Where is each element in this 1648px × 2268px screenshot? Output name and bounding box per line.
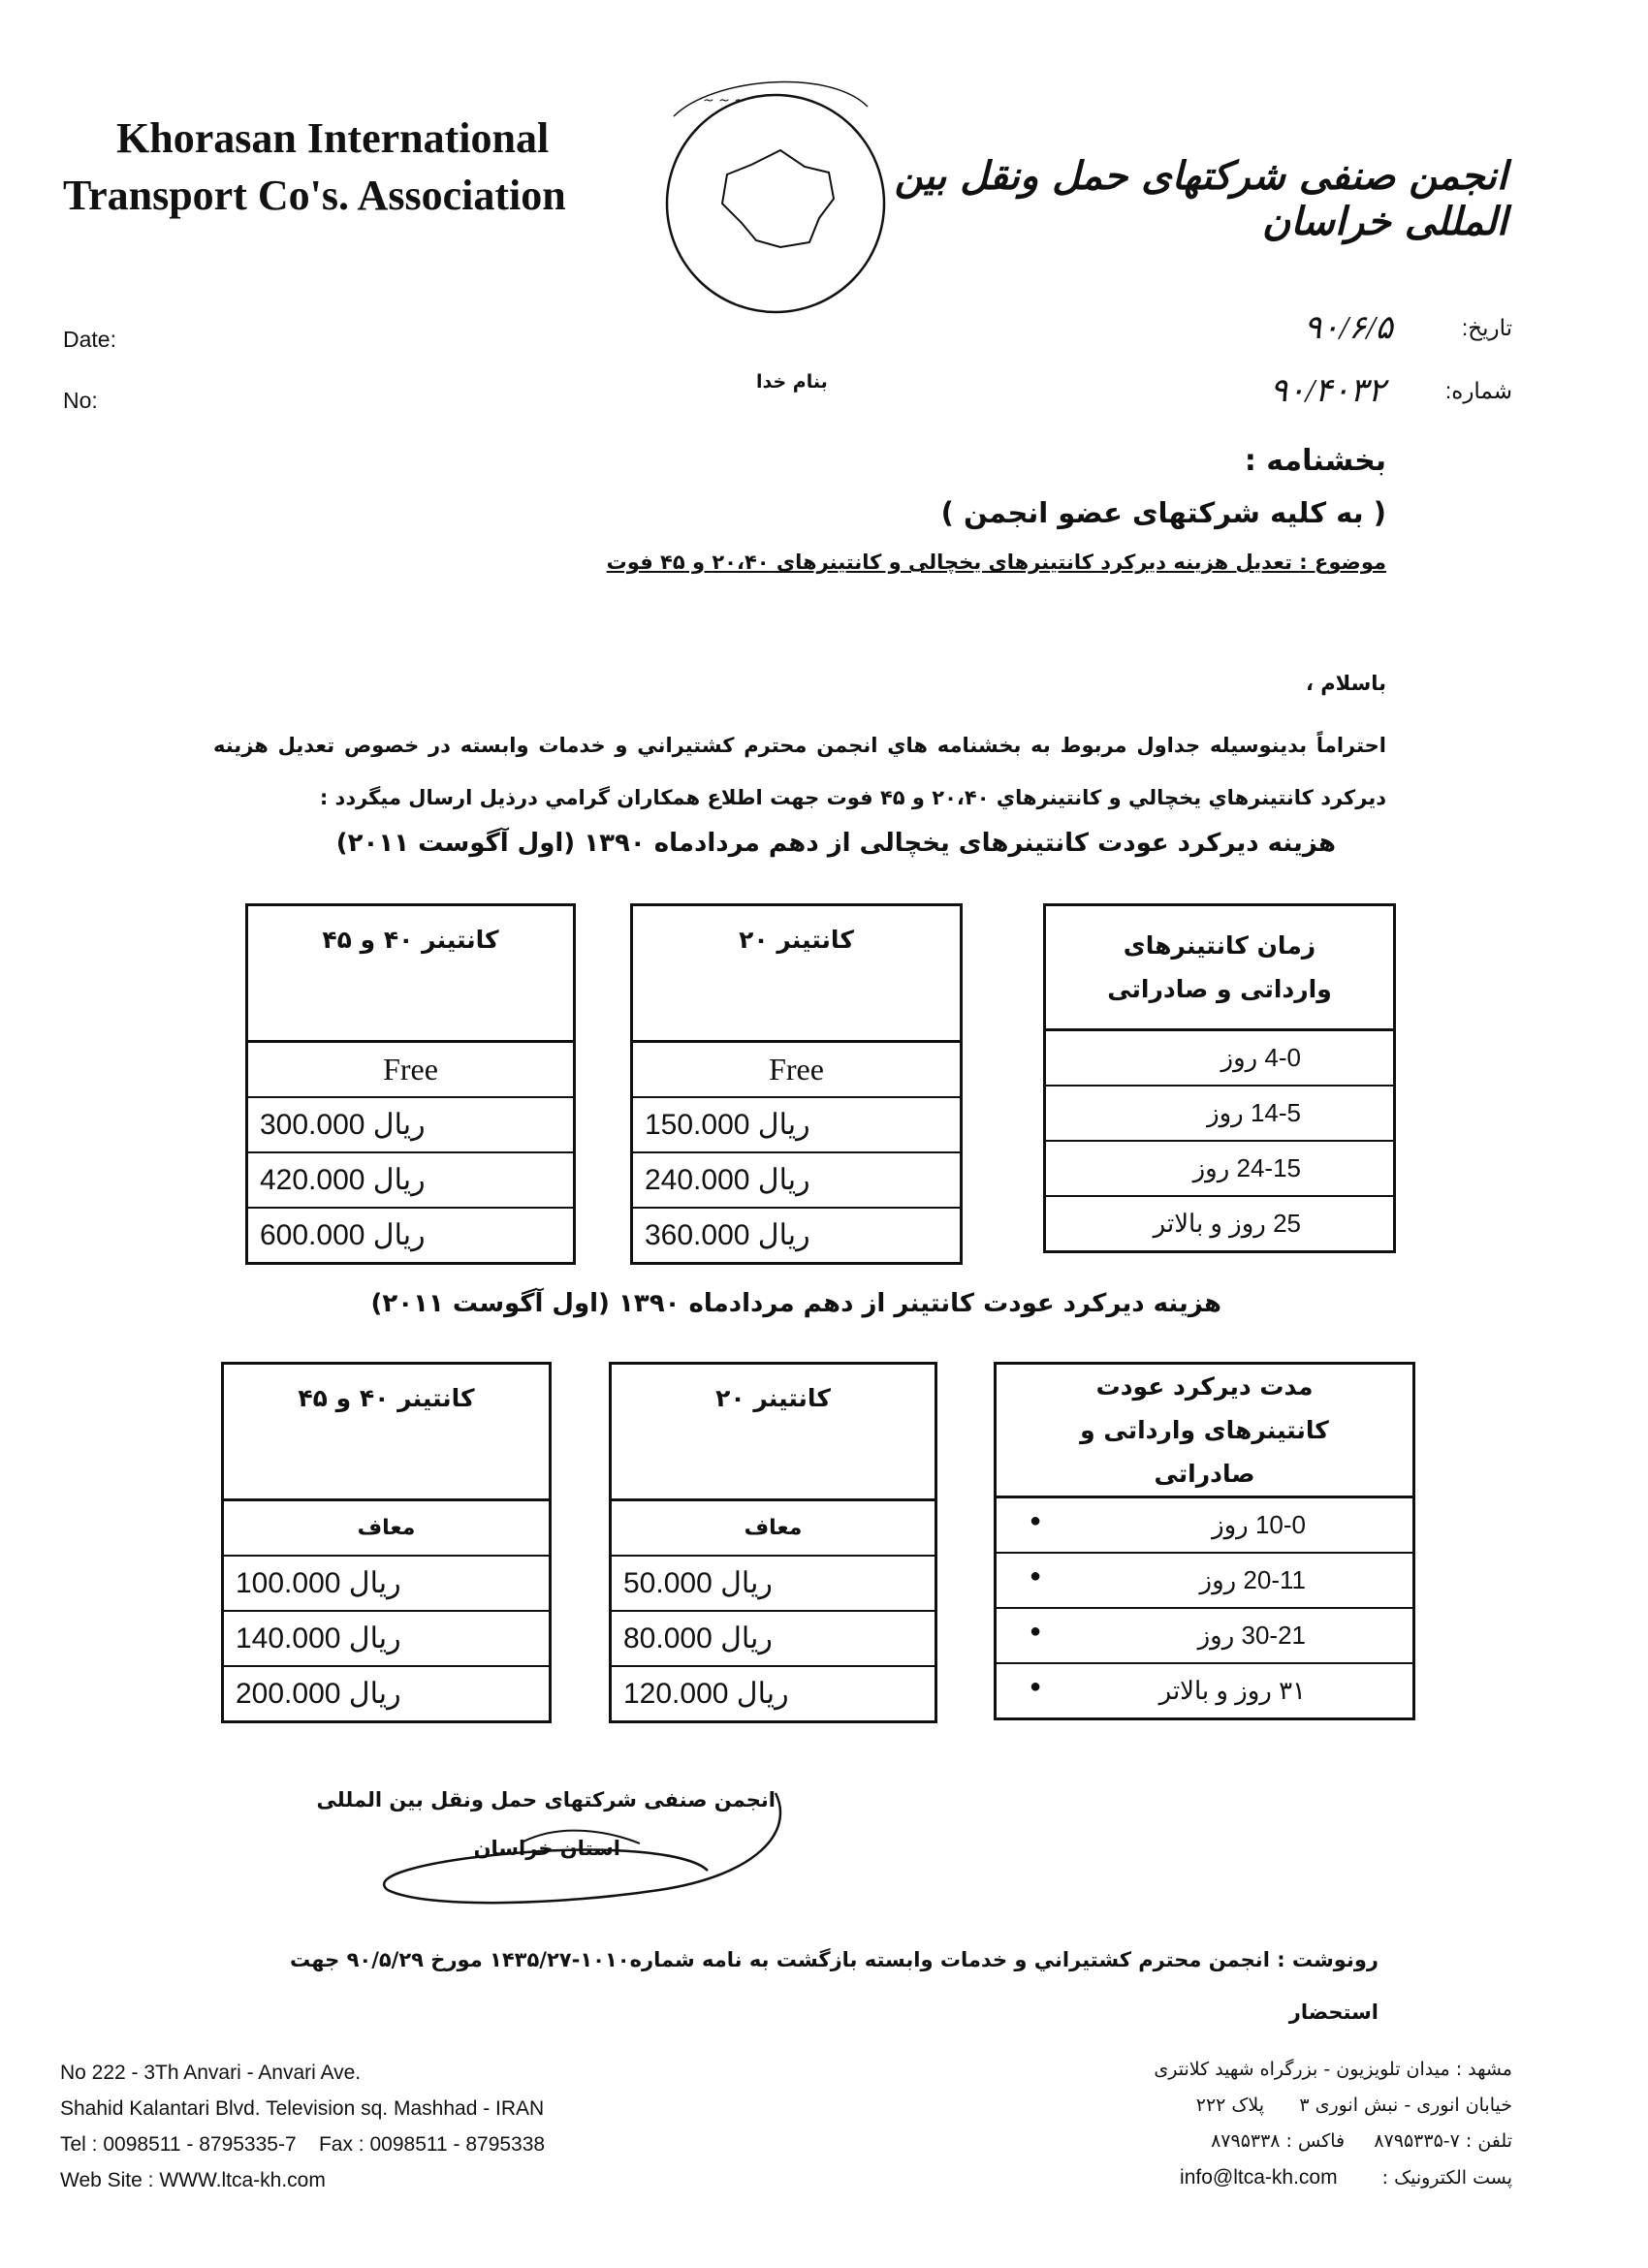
circular-recipients: ( به کلیه شرکتهای عضو انجمن ) [940,496,1386,529]
number-value: ۹۰/۴۰۳۲ [1270,373,1386,409]
signature-line2: استان خراسان [473,1837,620,1860]
basmala: بنام خدا [756,371,828,393]
reefer-fees-table-period [1043,903,1396,1253]
table2-period-text-r4: ۳۱ روز و بالاتر [1158,1676,1306,1705]
number-label-fa: شماره: [1444,378,1512,403]
table1-period-r4: 25 روز و بالاتر [1045,1196,1395,1252]
table2-cell-20-r2: 50.000 ریال [611,1556,936,1611]
table2-header-20: کانتینر ۲۰ [611,1364,936,1500]
table1-period-r2: 14-5 روز [1045,1086,1395,1141]
footer-fa-address-line1: مشهد : میدان تلویزیون - بزرگراه شهید کلانتری [1154,2059,1512,2080]
intro-paragraph: احتراماً بدینوسیله جداول مربوط به بخشنامه هاي انجمن محترم کشتیراني و خدمات وابسته در خصوص تعدیل هزینه دیرکرد کانتینرهاي یخچالي و کانتینرهاي ۲۰،۴۰ و ۴۵ فوت جهت اطلاع همکاران گرامي درذیل ارسال میگردد : [213,734,1386,809]
table1-cell-40-r2: 300.000 ریال [247,1097,575,1152]
table1-header-20: کانتینر ۲۰ [632,905,962,1042]
association-name-en-line1: Khorasan International [116,114,550,162]
date-label-en: Date: [63,327,116,352]
table2-cell-40-r3: 140.000 ریال [223,1611,551,1666]
table1-cell-20-r3: 240.000 ریال [632,1152,962,1208]
table2-bullet-2: ● [1030,1565,1042,1587]
footer-fa-phone-fax: تلفن : ۷-۸۷۹۵۳۳۵ فاکس : ۸۷۹۵۳۳۸ [1211,2130,1512,2152]
no-label-en: No: [63,388,98,413]
table1-header-period: زمان کانتینرهای وارداتی و صادراتی [1045,905,1395,1030]
footer-address-line1: No 222 - 3Th Anvari - Anvari Ave. [60,2062,362,2084]
table2-period-r4 [996,1663,1414,1719]
table2-period-r2 [996,1553,1414,1608]
reefer-fees-table-col40 [245,903,576,1265]
table1-period-r1: 4-0 روز [1045,1030,1395,1087]
date-value: ۹۰/۶/۵ [1304,310,1393,346]
footer-en [60,2055,739,2198]
footer-website-link[interactable]: Web Site : WWW.ltca-kh.com [60,2169,326,2191]
table2-bullet-3: ● [1030,1621,1042,1642]
table2-bullet-4: ● [1030,1676,1042,1697]
table2-cell-20-r3: 80.000 ریال [611,1611,936,1666]
table1-cell-20-r4: 360.000 ریال [632,1208,962,1264]
table1-cell-40-r1: Free [247,1042,575,1098]
container-fees-table-col40 [221,1362,552,1723]
table2-period-r3 [996,1608,1414,1663]
table1-cell-20-r2: 150.000 ریال [632,1097,962,1152]
table1-cell-20-r1: Free [632,1042,962,1098]
table2-period-r1 [996,1497,1414,1554]
table2-header-period: مدت دیرکرد عودت کانتینرهای وارداتی و صادراتی [996,1364,1414,1497]
circular-subject: موضوع : تعدیل هزینه دیرکرد کانتینرهای یخچالی و کانتینرهای ۲۰،۴۰ و ۴۵ فوت [606,551,1386,574]
table1-header-40-45: کانتینر ۴۰ و ۴۵ [247,905,575,1042]
table2-period-text-r3: 30-21 روز [1197,1621,1306,1650]
footer-fa [969,2052,1512,2196]
table2-cell-40-r4: 200.000 ریال [223,1666,551,1722]
footer-fa-email-label: پست الکترونیک : [1381,2167,1512,2189]
container-fees-table-period [994,1362,1415,1720]
association-name-en [63,114,664,220]
cc-line1: رونوشت : انجمن محترم کشتیراني و خدمات وابسته بازگشت به نامه شماره۱۰۱۰-۱۴۳۵/۲۷ مورخ ۹۰/۵/۲۹ جهت [290,1948,1379,1971]
container-fees-table-col20 [609,1362,937,1723]
footer-fa-email-row [969,2159,1512,2196]
table2-cell-40-r2: 100.000 ریال [223,1556,551,1611]
table1-title: هزینه دیرکرد عودت کانتینرهای یخچالی از دهم مردادماه ۱۳۹۰ (اول آگوست ۲۰۱۱) [335,829,1336,858]
association-name-fa: انجمن صنفی شرکتهای حمل ونقل بین المللی خراسان [894,153,1507,244]
table2-cell-20-r4: 120.000 ریال [611,1666,936,1722]
reefer-fees-table-col20 [630,903,963,1265]
table1-period-r3: 24-15 روز [1045,1141,1395,1196]
table2-header-40-45: کانتینر ۴۰ و ۴۵ [223,1364,551,1500]
table2-period-text-r2: 20-11 روز [1199,1565,1306,1594]
footer-phone-fax: Tel : 0098511 - 8795335-7 Fax : 0098511 - 8795338 [60,2133,546,2156]
footer-fa-address-line2: خیابان انوری - نبش انوری ۳ پلاک ۲۲۲ [1195,2095,1512,2116]
table1-cell-40-r4: 600.000 ریال [247,1208,575,1264]
table2-period-text-r1: 10-0 روز [1212,1510,1306,1539]
table2-title: هزینه دیرکرد عودت کانتینر از دهم مردادماه ۱۳۹۰ (اول آگوست ۲۰۱۱) [370,1289,1221,1318]
table2-cell-20-r1: معاف [611,1500,936,1557]
footer-address-line2: Shahid Kalantari Blvd. Television sq. Mashhad - IRAN [60,2097,545,2120]
greeting: باسلام ، [1305,672,1386,695]
cc-line2: استحضار [1288,2000,1379,2024]
table2-bullet-1: ● [1030,1510,1042,1531]
svg-text:~ ~ ~: ~ ~ ~ [703,93,746,109]
date-label-fa: تاریخ: [1461,315,1512,340]
table1-cell-40-r3: 420.000 ریال [247,1152,575,1208]
association-name-en-line2: Transport Co's. Association [63,171,566,219]
circular-title: بخشنامه : [1244,444,1386,478]
footer-email-link[interactable]: info@ltca-kh.com [1180,2166,1338,2189]
table2-cell-40-r1: معاف [223,1500,551,1557]
signature-line1: انجمن صنفی شرکتهای حمل ونقل بین المللی [316,1788,776,1811]
signature-scribble-icon [368,1783,795,1919]
